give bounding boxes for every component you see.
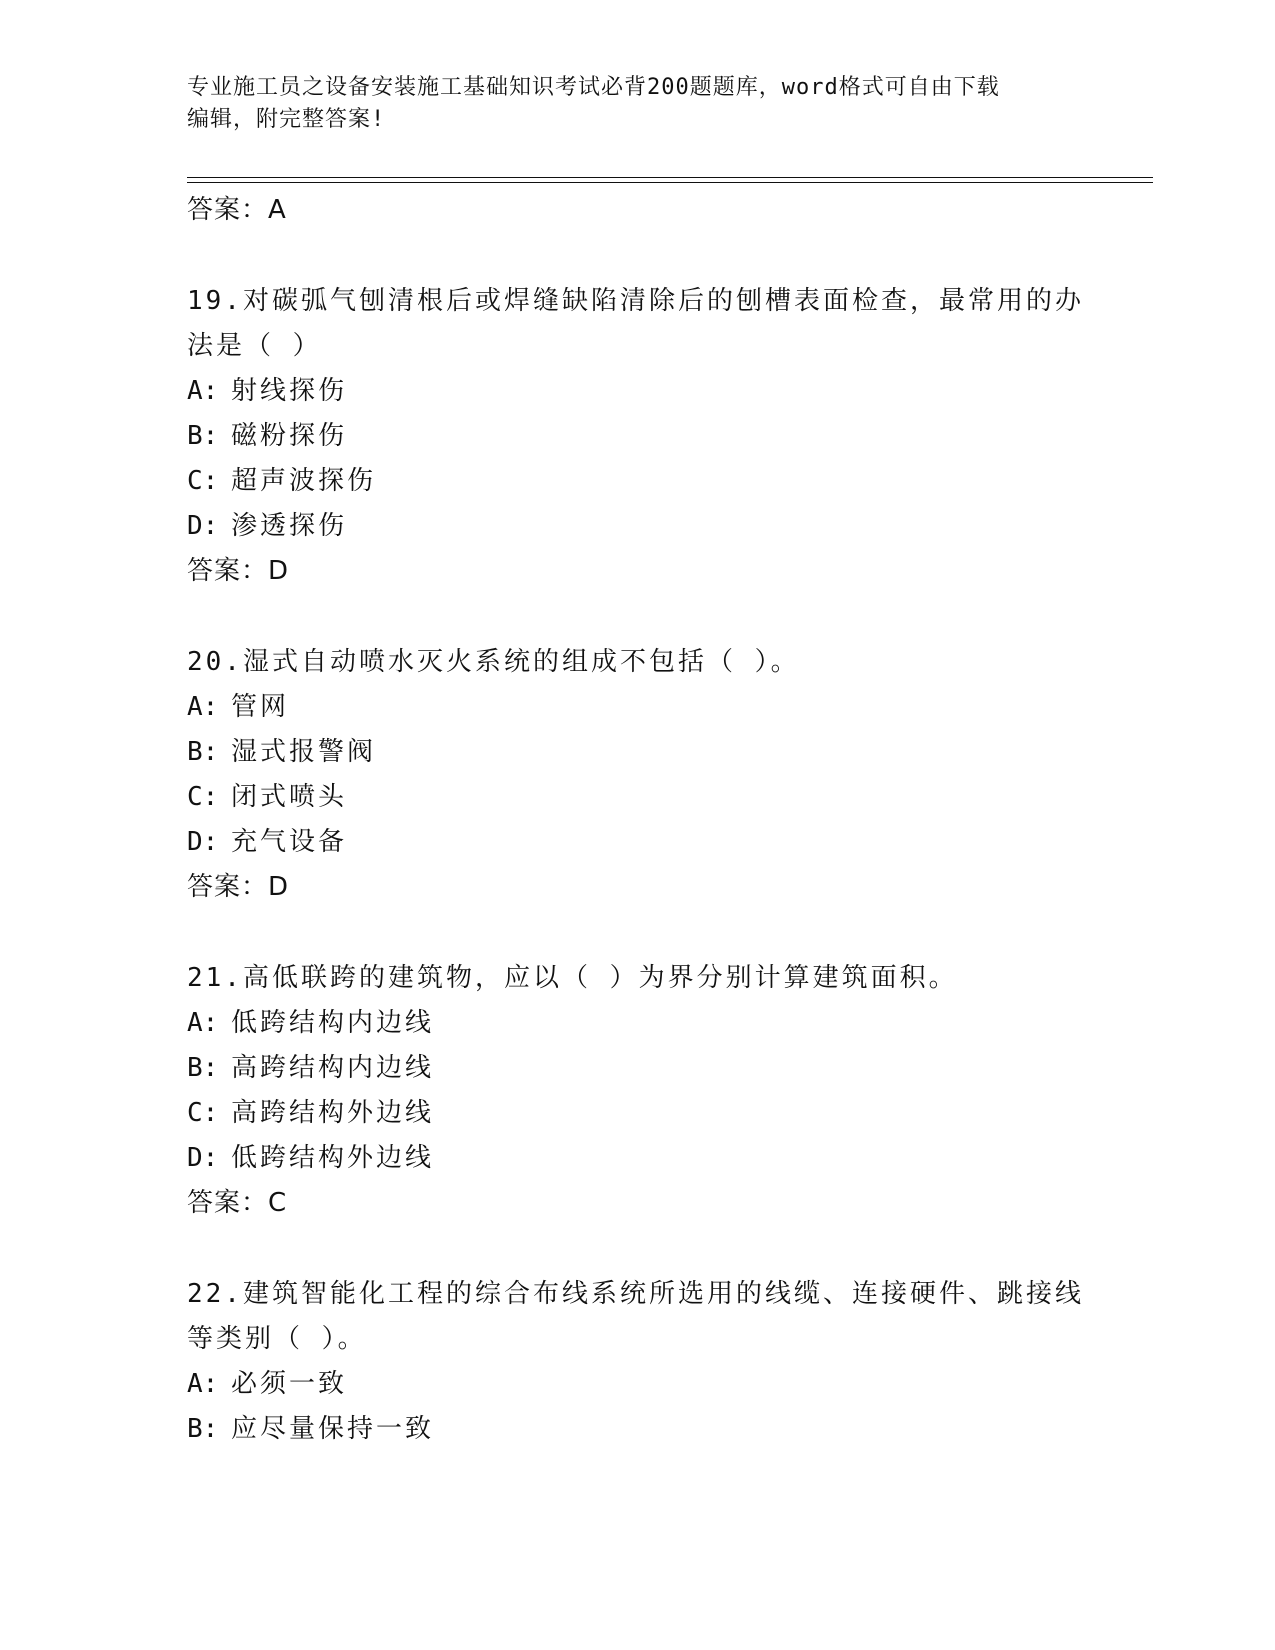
option-a (187, 685, 1087, 730)
option-b (187, 1046, 1087, 1091)
header-divider-top (187, 177, 1153, 178)
option-text: 管网 (231, 692, 290, 722)
option-a (187, 1001, 1087, 1046)
option-key: B: (187, 421, 219, 451)
header-title-line-1: 专业施工员之设备安装施工基础知识考试必背200题题库，word格式可自由下载 (187, 75, 1000, 100)
option-text: 低跨结构内边线 (231, 1008, 435, 1038)
question-stem: 20.湿式自动喷水灭火系统的组成不包括（ ）。 (187, 647, 800, 677)
spacer (187, 1226, 1087, 1272)
option-d (187, 504, 1087, 549)
option-text: 闭式喷头 (231, 782, 348, 812)
option-key: C: (187, 782, 219, 812)
option-text: 高跨结构内边线 (231, 1053, 435, 1083)
option-key: B: (187, 1053, 219, 1083)
option-text: 磁粉探伤 (231, 421, 348, 451)
option-key: A: (187, 1369, 219, 1399)
option-c (187, 775, 1087, 820)
option-text: 超声波探伤 (231, 466, 377, 496)
spacer (187, 910, 1087, 956)
option-text: 低跨结构外边线 (231, 1143, 435, 1173)
page-header (187, 72, 1067, 136)
answer: 答案：C (187, 1188, 288, 1218)
option-text: 应尽量保持一致 (231, 1414, 435, 1444)
option-c (187, 1091, 1087, 1136)
question-stem: 21.高低联跨的建筑物，应以（ ）为界分别计算建筑面积。 (187, 963, 958, 993)
option-key: A: (187, 376, 219, 406)
option-a (187, 369, 1087, 414)
option-text: 充气设备 (231, 827, 348, 857)
question-stem-continued: 等类别（ ）。 (187, 1324, 367, 1354)
option-text: 渗透探伤 (231, 511, 348, 541)
option-key: B: (187, 1414, 219, 1444)
header-divider-bottom (187, 182, 1153, 183)
option-text: 高跨结构外边线 (231, 1098, 435, 1128)
option-key: D: (187, 511, 219, 541)
question-stem-continued: 法是（ ） (187, 331, 322, 361)
question-stem: 19.对碳弧气刨清根后或焊缝缺陷清除后的刨槽表面检查，最常用的办 (187, 286, 1084, 316)
option-key: A: (187, 692, 219, 722)
option-a (187, 1362, 1087, 1407)
header-title-line-2: 编辑，附完整答案! (187, 107, 386, 132)
option-b (187, 730, 1087, 775)
question-20 (187, 640, 1087, 910)
option-b (187, 1407, 1087, 1452)
question-stem: 22.建筑智能化工程的综合布线系统所选用的线缆、连接硬件、跳接线 (187, 1279, 1084, 1309)
option-key: A: (187, 1008, 219, 1038)
spacer (187, 594, 1087, 640)
option-key: D: (187, 1143, 219, 1173)
answer: 答案：D (187, 872, 290, 902)
option-text: 湿式报警阀 (231, 737, 377, 767)
option-text: 射线探伤 (231, 376, 348, 406)
option-d (187, 1136, 1087, 1181)
previous-answer: 答案：A (187, 195, 287, 225)
option-c (187, 459, 1087, 504)
option-text: 必须一致 (231, 1369, 348, 1399)
option-key: D: (187, 827, 219, 857)
question-22 (187, 1272, 1087, 1452)
option-key: C: (187, 1098, 219, 1128)
question-list (187, 188, 1087, 1452)
question-21 (187, 956, 1087, 1226)
option-b (187, 414, 1087, 459)
option-d (187, 820, 1087, 865)
answer: 答案：D (187, 556, 290, 586)
option-key: B: (187, 737, 219, 767)
question-19 (187, 279, 1087, 594)
spacer (187, 233, 1087, 279)
option-key: C: (187, 466, 219, 496)
